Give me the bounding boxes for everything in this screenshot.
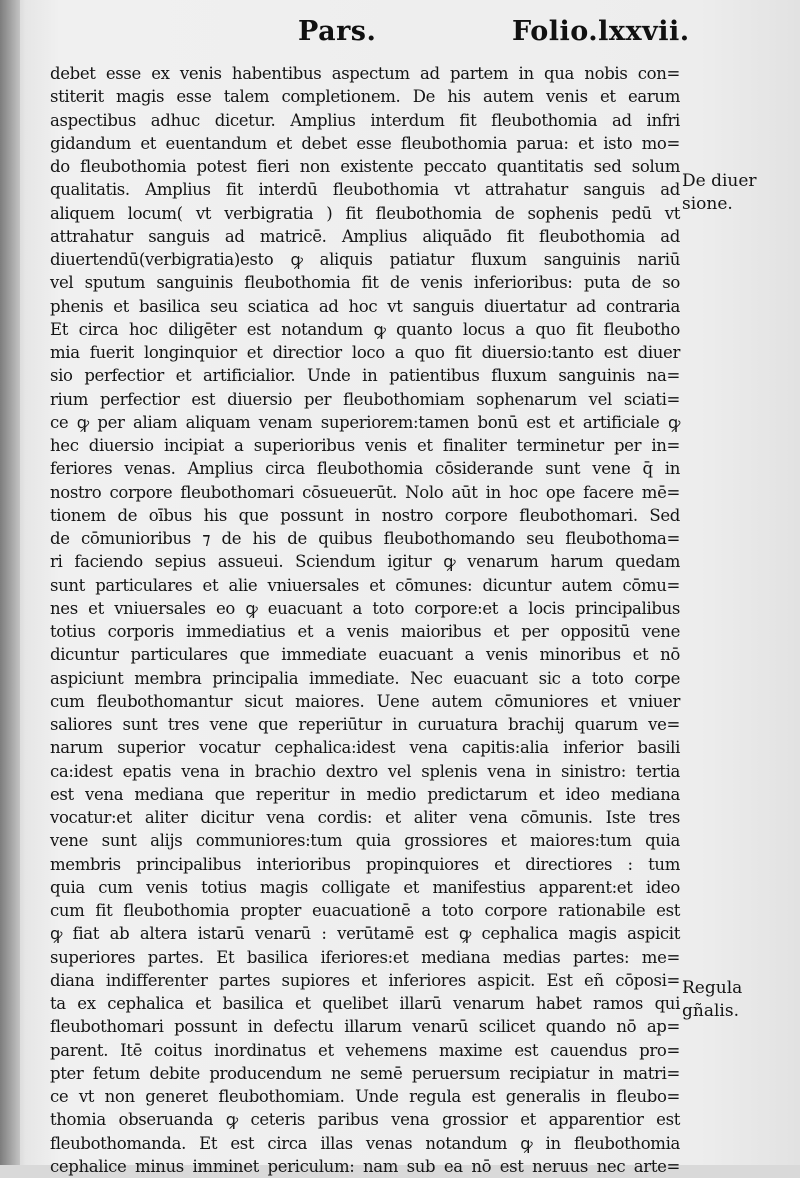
text-line: ri faciendo sepius assueui. Sciendum igitur ꝙ venarum harum quedam (50, 552, 680, 572)
text-line: totius corporis immediatius et a venis maioribus et per oppositū vene (50, 622, 680, 641)
text-line: ce ꝙ per aliam aliquam venam superiorem:tamen bonū est et artificiale ꝙ (50, 412, 680, 432)
text-line: do fleubothomia potest fieri non existente peccato quantitatis sed solum (50, 157, 680, 176)
text-line: tionem de oībus his que possunt in nostro corpore fleubothomari. Sed (50, 505, 680, 525)
text-line: Et circa hoc diligēter est notandum ꝙ quanto locus a quo fit fleubotho (50, 319, 680, 339)
text-line: cephalice minus imminet periculum: nam sub ea nō est neruus nec arte= (50, 1156, 680, 1176)
text-line: ꝙ fiat ab altera istarū venarū : verūtamē est ꝙ cephalica magis aspicit (50, 924, 680, 944)
running-header (0, 14, 800, 54)
text-line: aliquem locum( vt verbigratia ) fit fleubothomia de sophenis pedū vt (50, 203, 680, 223)
text-line: ce vt non generet fleubothomiam. Unde regula est generalis in fleubo= (50, 1087, 680, 1106)
text-line: vocatur:et aliter dicitur vena cordis: et aliter vena cōmunis. Iste tres (50, 808, 680, 827)
text-line: cum fit fleubothomia propter euacuationē a toto corpore rationabile est (50, 901, 680, 920)
text-line: sunt particulares et alie vniuersales et cōmunes: dicuntur autem cōmu= (50, 575, 680, 595)
text-line: mia fuerit longinquior et directior loco a quo fit diuersio:tanto est diuer (50, 343, 680, 362)
header-pars: Pars. (298, 16, 377, 47)
text-line: de cōmunioribus ⁊ de his de quibus fleubothomando seu fleubothoma= (50, 529, 680, 548)
text-line: nostro corpore fleubothomari cōsueuerūt. Nolo aūt in hoc ope facere mē= (50, 482, 680, 502)
text-line: hec diuersio incipiat a superioribus venis et finaliter terminetur per in= (50, 436, 680, 455)
text-line: aspectibus adhuc dicetur. Amplius interdum fit fleubothomia ad infri (50, 110, 680, 130)
text-line: quia cum venis totius magis colligate et manifestius apparent:et ideo (50, 877, 680, 897)
text-line: debet esse ex venis habentibus aspectum ad partem in qua nobis con= (50, 64, 680, 83)
text-line: qualitatis. Amplius fit interdū fleubothomia vt attrahatur sanguis ad (50, 180, 680, 200)
margin-note-line: gñalis. (682, 1001, 739, 1021)
text-line: est vena mediana que reperitur in medio predictarum et ideo mediana (50, 784, 680, 804)
page-gutter-shadow (0, 0, 20, 1165)
text-line: thomia obseruanda ꝙ ceteris paribus vena grossior et apparentior est (50, 1110, 680, 1130)
text-line: fleubothomanda. Et est circa illas venas notandum ꝙ in fleubothomia (50, 1133, 680, 1153)
text-line: gidandum et euentandum et debet esse fleubothomia parua: et isto mo= (50, 133, 680, 153)
text-line: saliores sunt tres vene que reperiūtur in curuatura brachij quarum ve= (50, 715, 680, 734)
text-line: vel sputum sanguinis fleubothomia fit de venis inferioribus: puta de so (50, 273, 680, 293)
header-folio-number: Folio.lxxvii. (512, 16, 690, 47)
text-line: sio perfectior et artificialior. Unde in patientibus fluxum sanguinis na= (50, 366, 680, 386)
main-text-column (50, 62, 680, 1178)
text-line: fleubothomari possunt in defectu illarum venarū scilicet quando nō ap= (50, 1017, 680, 1037)
margin-note-line: sione. (682, 194, 733, 214)
text-line: diana indifferenter partes supiores et inferiores aspicit. Est eñ cōposi= (50, 970, 680, 990)
margin-note-line: De diuer (682, 171, 757, 191)
text-line: feriores venas. Amplius circa fleubothomia cōsiderande sunt vene q̄ in (50, 459, 680, 479)
text-line: parent. Itē coitus inordinatus et vehemens maxime est cauendus pro= (50, 1040, 680, 1060)
margin-note-de-diuersione (682, 170, 797, 216)
text-line: narum superior vocatur cephalica:idest vena capitis:alia inferior basili (50, 738, 680, 758)
text-line: phenis et basilica seu sciatica ad hoc vt sanguis diuertatur ad contraria (50, 296, 680, 316)
text-line: attrahatur sanguis ad matricē. Amplius aliquādo fit fleubothomia ad (50, 226, 680, 246)
text-line: aspiciunt membra principalia immediate. Nec euacuant sic a toto corpe (50, 668, 680, 688)
text-line: superiores partes. Et basilica iferiores:et mediana medias partes: me= (50, 947, 680, 967)
margin-note-line: Regula (682, 978, 743, 998)
margin-note-regula-generalis (682, 977, 797, 1023)
text-line: ta ex cephalica et basilica et quelibet illarū venarum habet ramos qui (50, 994, 680, 1013)
text-line: membris principalibus interioribus propinquiores et directiores : tum (50, 854, 680, 874)
text-line: cum fleubothomantur sicut maiores. Uene autem cōmuniores et vniuer (50, 691, 680, 711)
text-line: rium perfectior est diuersio per fleubothomiam sophenarum vel sciati= (50, 389, 680, 409)
text-line: stiterit magis esse talem completionem. De his autem venis et earum (50, 87, 680, 107)
text-line: diuertendū(verbigratia)esto ꝙ aliquis patiatur fluxum sanguinis nariū (50, 250, 680, 269)
text-line: nes et vniuersales eo ꝙ euacuant a toto corpore:et a locis principalibus (50, 598, 680, 618)
text-line: vene sunt alijs communiores:tum quia grossiores et maiores:tum quia (50, 831, 680, 851)
text-line: dicuntur particulares que immediate euacuant a venis minoribus et nō (50, 645, 680, 665)
text-line: pter fetum debite producendum ne semē peruersum recipiatur in matri= (50, 1063, 680, 1083)
text-line: ca:idest epatis vena in brachio dextro vel splenis vena in sinistro: tertia (50, 761, 680, 781)
